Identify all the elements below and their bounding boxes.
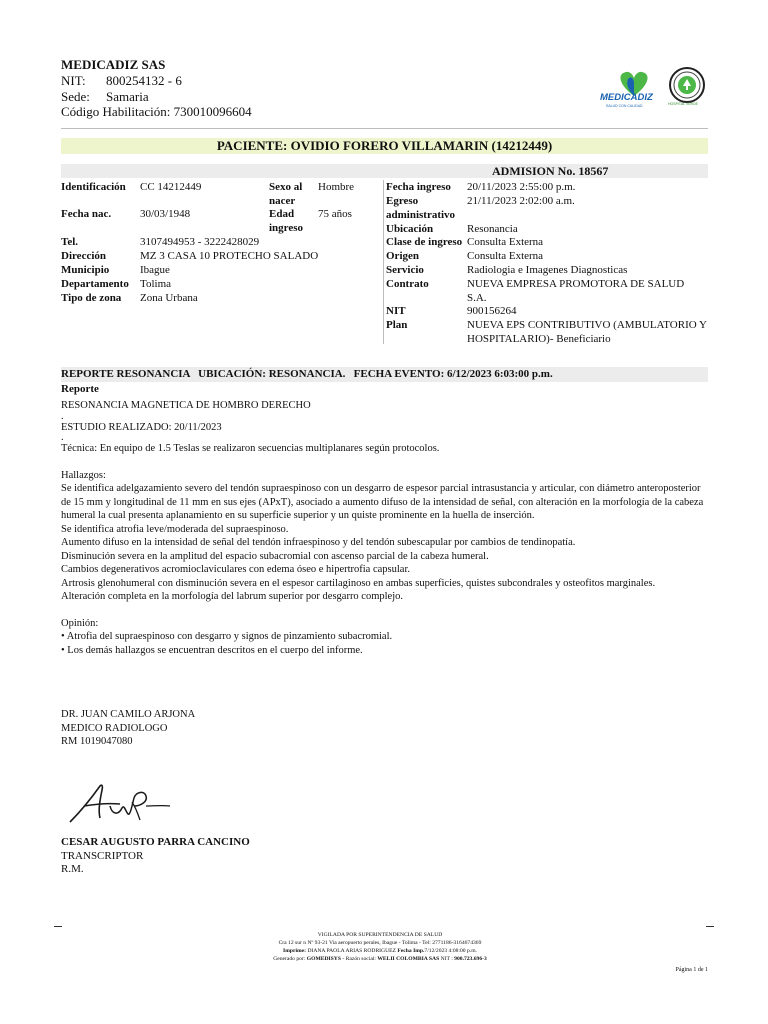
technique: Técnica: En equipo de 1.5 Teslas se realizaron secuencias multiplanares según protocolos. — [61, 443, 440, 454]
admission-date-value: 20/11/2023 2:55:00 p.m. — [467, 181, 576, 193]
handwritten-signature — [66, 776, 176, 826]
signature-icon — [66, 776, 176, 826]
service-label: Servicio — [386, 264, 424, 276]
tel-value: 3107494953 - 3222428029 — [140, 236, 260, 248]
medicadiz-logo — [598, 66, 670, 116]
separator-dot: . — [61, 432, 64, 443]
contract-label: Contrato — [386, 278, 429, 290]
sex-value: Hombre — [318, 181, 355, 193]
footer-generated-value: GOMEDISYS — [306, 956, 341, 962]
age-value: 75 años — [318, 208, 352, 220]
id-label: Identificación — [61, 181, 126, 193]
footer-generated-label: Generado por: — [273, 956, 306, 962]
finding: Se identifica atrofia leve/moderada del supraespinoso. — [61, 523, 289, 535]
admission-class-value: Consulta Externa — [467, 236, 544, 248]
address-label: Dirección — [61, 250, 107, 262]
footer-print-label: Imprime: — [283, 948, 307, 954]
zone-label: Tipo de zona — [61, 292, 122, 304]
findings-title: Hallazgos: — [61, 469, 106, 481]
report-body — [61, 399, 711, 657]
report-label: Reporte — [61, 383, 99, 395]
footer-print-user: DIANA PAOLA ARIAS RODRIGUEZ — [307, 948, 396, 954]
clinic-sede-value: Samaria — [106, 89, 149, 104]
birth-label: Fecha nac. — [61, 208, 112, 220]
discharge-value: 21/11/2023 2:02:00 a.m. — [467, 195, 575, 207]
address-value: MZ 3 CASA 10 PROTECHO SALADO — [140, 250, 319, 262]
finding: Cambios degenerativos acromioclaviculares con edema óseo e hipertrofia capsular. — [61, 564, 410, 575]
tel-label: Tel. — [61, 236, 79, 248]
footer-razon-label: - Razón social: — [342, 956, 376, 962]
finding: Disminución severa en la amplitud del espacio subacromial con ascenso parcial de la cabeza humeral. — [61, 550, 489, 562]
transcriber-role: TRANSCRIPTOR — [61, 849, 144, 862]
age-label: Edad ingreso — [269, 208, 304, 234]
seal-caption: HOSPITAL VERDE — [668, 102, 698, 106]
footer-razon-value: WELII COLOMBIA SAS — [377, 956, 440, 962]
footer-generated-line — [120, 956, 640, 964]
clinic-nit-label: NIT: — [61, 73, 86, 88]
opinion-title: Opinión: — [61, 617, 99, 629]
admission-number: ADMISION No. 18567 — [492, 164, 609, 178]
clinic-sede-label: Sede: — [61, 89, 90, 104]
footer-nit-value: 900.723.696-3 — [454, 956, 487, 962]
finding: Alteración completa en la morfología del labrum superior por desgarro complejo. — [61, 591, 404, 602]
clinic-habilitacion: Código Habilitación: 730010096604 — [61, 104, 252, 119]
medicadiz-wordmark: MEDICADIZ — [600, 92, 653, 103]
payer-nit-label: NIT — [386, 305, 406, 317]
green-hospital-seal-icon — [666, 66, 708, 106]
plan-label: Plan — [386, 319, 408, 331]
origin-value: Consulta Externa — [467, 250, 544, 262]
department-value: Tolima — [140, 278, 172, 290]
finding: Artrosis glenohumeral con disminución severa en el espesor cartilaginoso en ambas superficies, quistes subcondrales y osteofitos marginales. — [61, 577, 656, 589]
department-label: Departamento — [61, 278, 129, 290]
footer-vigilada: VIGILADA POR SUPERINTENDENCIA DE SALUD — [317, 932, 443, 938]
discharge-label: Egreso administrativo — [386, 195, 456, 221]
study-date: ESTUDIO REALIZADO: 20/11/2023 — [61, 421, 222, 433]
medicadiz-tagline: SALUD CON CALIDAD — [606, 104, 643, 108]
service-value: Radiologia e Imagenes Diagnosticas — [467, 264, 628, 276]
admission-date-label: Fecha ingreso — [386, 181, 451, 193]
footer-nit-label: NIT : — [440, 956, 453, 962]
id-value: CC 14212449 — [140, 181, 202, 193]
doctor-rm: RM 1019047080 — [61, 736, 133, 747]
admission-bar — [61, 164, 708, 178]
zone-value: Zona Urbana — [140, 292, 198, 304]
municipality-label: Municipio — [61, 264, 110, 276]
origin-label: Origen — [386, 250, 419, 262]
contract-value: NUEVA EMPRESA PROMOTORA DE SALUD S.A. — [467, 278, 685, 304]
transcriber-rm: R.M. — [61, 863, 84, 875]
opinion-item: • Los demás hallazgos se encuentran descritos en el cuerpo del informe. — [61, 644, 363, 656]
page-number: Página 1 de 1 — [675, 967, 708, 973]
separator-dot: . — [61, 410, 64, 422]
admission-class-label: Clase de ingreso — [386, 236, 463, 248]
finding: Se identifica adelgazamiento severo del tendón supraespinoso con un desgarro de espesor parcial intrasustancia y articular, con diámetro anteroposterior de 15 mm y longitudinal de 11 mm en sus ejes (APxT), asociado a aumento difuso de la intensidad de señal, con alteración en la morfología de la cabeza humeral la cual presenta aplanamiento en su superficie superior y un quiste prominente en la huella de inserción. — [61, 483, 704, 521]
footer-print-date: 7/12/2023 4:08:00 p.m. — [424, 948, 477, 954]
transcriber-block — [61, 836, 250, 877]
footer-print-line — [120, 948, 640, 956]
finding: Aumento difuso en la intensidad de señal del tendón infraespinoso y del tendón subescapular por cambios de tendinopatía. — [61, 537, 576, 548]
municipality-value: Ibague — [140, 264, 170, 276]
plan-value: NUEVA EPS CONTRIBUTIVO (AMBULATORIO Y HOSPITALARIO)- Beneficiario — [467, 319, 707, 345]
footer-address: Cra 12 sur n Nº 93-21 Via aeropuerto perales, Ibague - Tolima - Tel: 2771186-3164674369 — [278, 940, 482, 946]
doctor-block — [61, 708, 195, 749]
sex-label: Sexo al nacer — [269, 181, 303, 207]
doctor-name: DR. JUAN CAMILO ARJONA — [61, 709, 196, 720]
doctor-role: MEDICO RADIOLOGO — [61, 722, 168, 734]
hospital-seal — [666, 66, 708, 110]
payer-nit-value: 900156264 — [467, 305, 517, 317]
footer-rule-right — [706, 926, 714, 927]
divider — [61, 128, 708, 129]
location-label: Ubicación — [386, 223, 434, 235]
birth-value: 30/03/1948 — [140, 208, 191, 220]
patient-banner-text: PACIENTE: OVIDIO FORERO VILLAMARIN (14212449) — [216, 138, 553, 153]
medicadiz-heart-icon — [598, 66, 670, 116]
clinic-name: MEDICADIZ SAS — [61, 57, 166, 72]
location-value: Resonancia — [467, 223, 518, 235]
column-separator — [383, 180, 384, 344]
transcriber-name: CESAR AUGUSTO PARRA CANCINO — [61, 836, 250, 848]
footer-rule-left — [54, 926, 62, 927]
clinic-nit-value: 800254132 - 6 — [106, 73, 182, 88]
opinion-item: • Atrofia del supraespinoso con desgarro y signos de pinzamiento subacromial. — [61, 631, 393, 642]
footer-print-date-label: Fecha Imp. — [397, 948, 425, 954]
study-title: RESONANCIA MAGNETICA DE HOMBRO DERECHO — [61, 400, 311, 411]
report-bar-text: REPORTE RESONANCIA UBICACIÓN: RESONANCIA. FECHA EVENTO: 6/12/2023 6:03:00 p.m. — [61, 368, 553, 380]
